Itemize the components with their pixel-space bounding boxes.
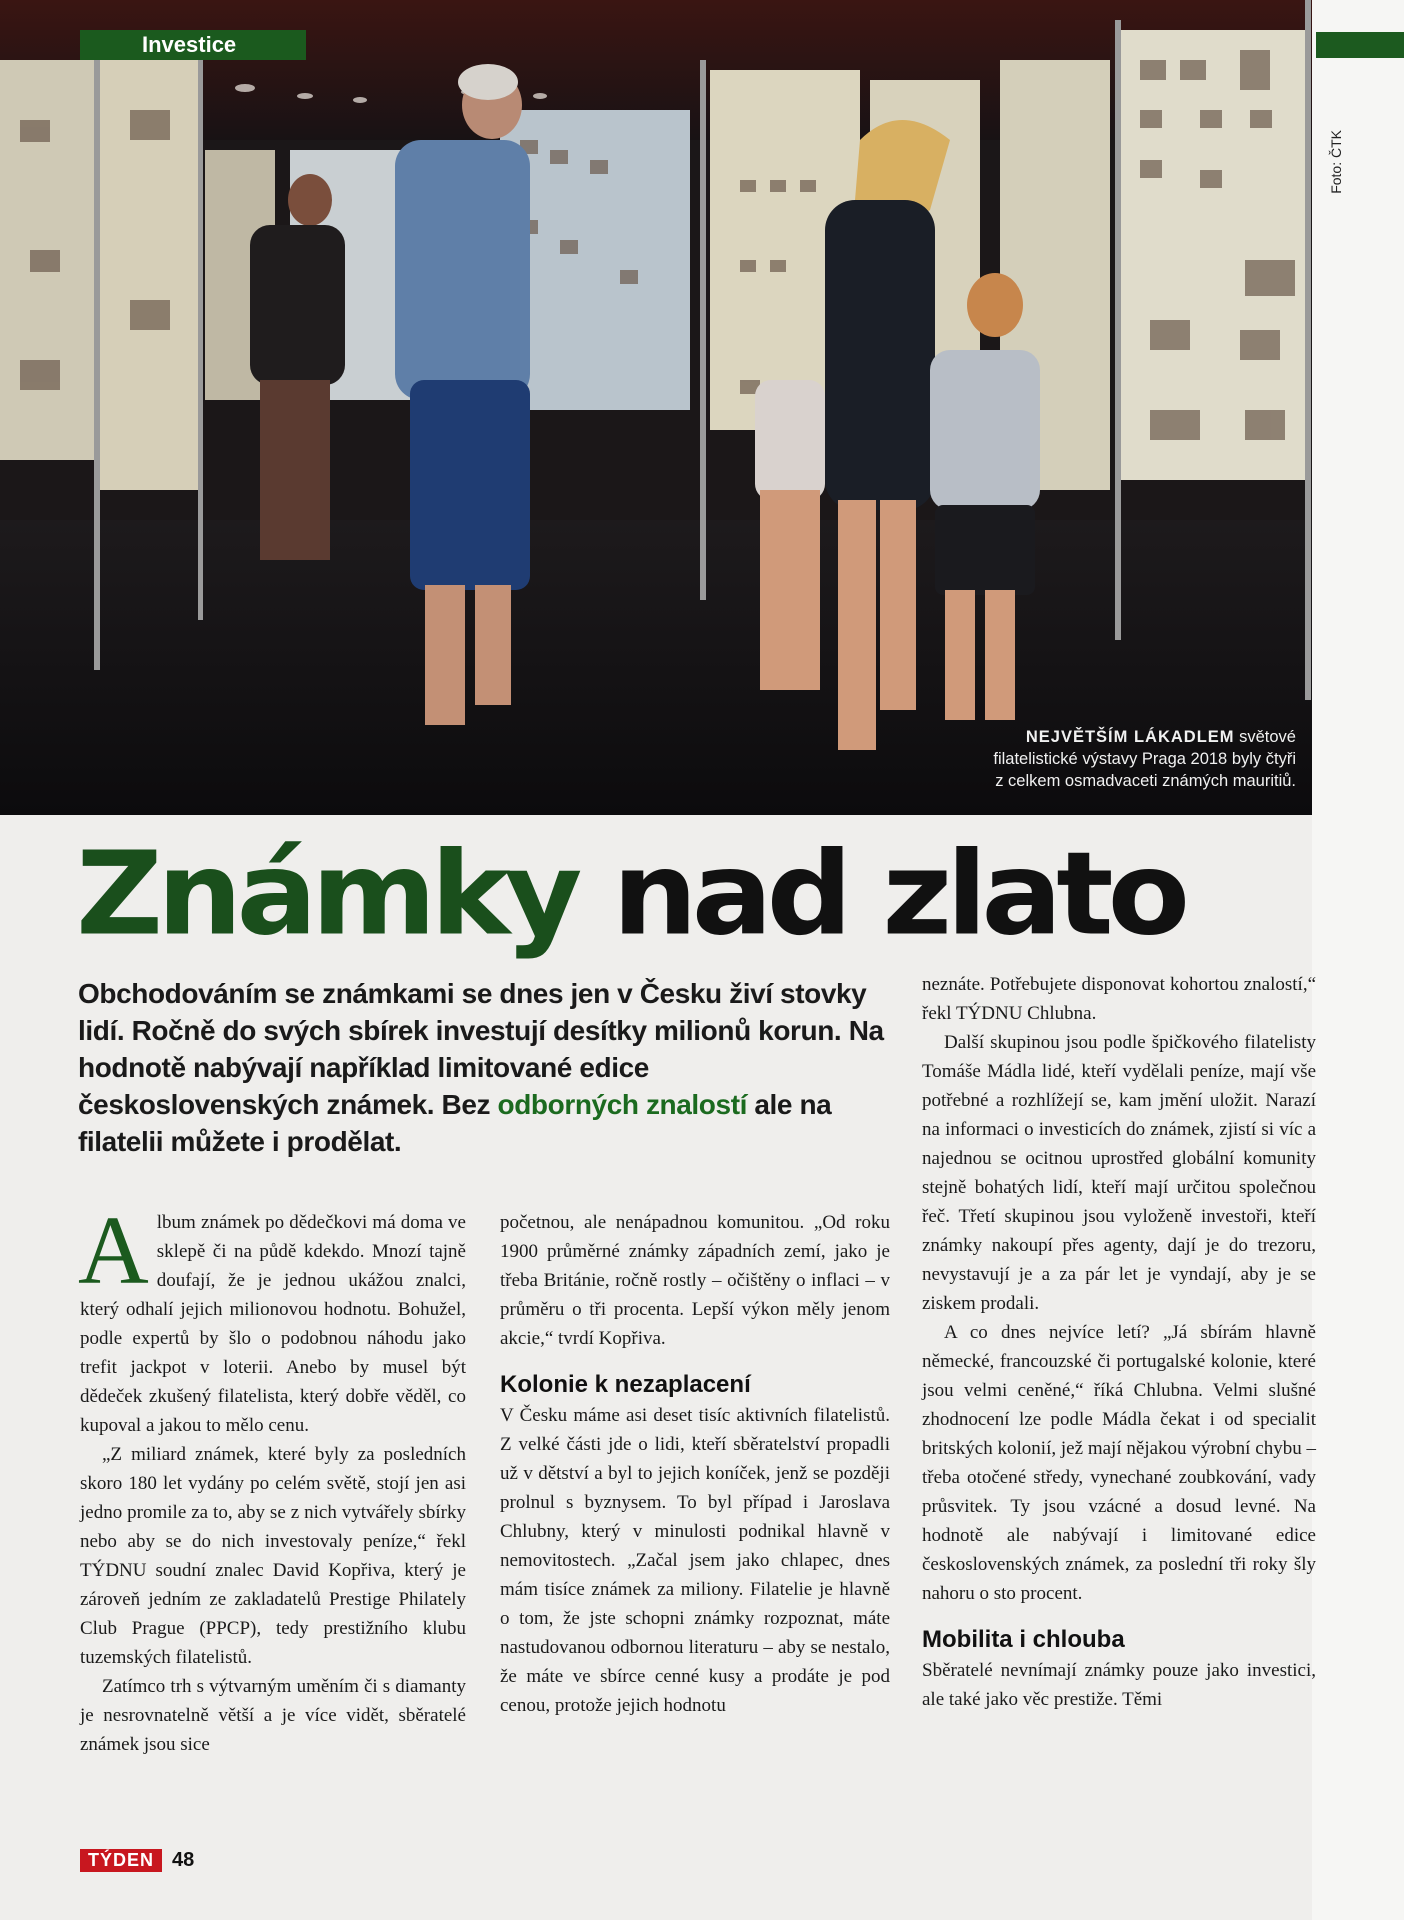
page-edge-strip bbox=[1312, 0, 1404, 1920]
headline-part1: Známky bbox=[76, 827, 577, 962]
page-number: 48 bbox=[172, 1849, 195, 1871]
paragraph bbox=[78, 1197, 466, 1440]
paragraph: „Z miliard známek, které byly za posledních skoro 180 let vydány po celém světě, stojí jen asi jedno promile za to, aby se z nich vytvářely sbírky nebo aby se do nich investovaly peníze,“ řekl TÝDNU soudní znalec David Kopřiva, který je zároveň jedním ze zakladatelů Prestige Philately Club Prague (PPCP), tedy prestižního klubu tuzemských filatelistů. bbox=[80, 1444, 466, 1668]
subheading: Mobilita i chlouba bbox=[922, 1626, 1125, 1653]
column-2 bbox=[500, 1208, 890, 1720]
paragraph: neznáte. Potřebujete disponovat kohortou znalostí,“ řekl TÝDNU Chlubna. bbox=[922, 974, 1316, 1024]
headline-part2: nad zlato bbox=[612, 827, 1185, 962]
lead-highlight: odborných znalostí bbox=[497, 1089, 747, 1120]
paragraph: Sběratelé nevnímají známky pouze jako investici, ale také jako věc prestiže. Těmi bbox=[922, 1660, 1316, 1710]
paragraph: V Česku máme asi deset tisíc aktivních filatelistů. Z velké části jde o lidi, kteří sběratelství propadli už v dětství a byl to jejich koníček, jenž se později prolnul s byznysem. To byl případ i Jaroslava Chlubny, který v minulosti podnikal hlavně v nemovitostech. „Začal jsem jako chlapec, dnes mám tisíce známek za miliony. Filatelie je hlavně o tom, že jste schopni známky rozpoznat, máte nastudovanou odbornou literaturu – aby se nestalo, že máte ve sbírce cenné kusy a prodáte je pod cenou, protože jejich hodnotu bbox=[500, 1405, 890, 1716]
magazine-logo: TÝDEN bbox=[80, 1849, 162, 1872]
subheading: Kolonie k nezaplacení bbox=[500, 1371, 751, 1398]
caption-lead: NEJVĚTŠÍM LÁKADLEM bbox=[1025, 728, 1235, 746]
paragraph: Další skupinou jsou podle špičkového filatelisty Tomáše Mádla lidé, kteří vydělali peníze, mají vše potřebné a rozhlížejí se, kam jmění uložit. Narazí na informaci o investicích do známek, zjistí si víc a najednou se ocitnou uprostřed globální komunity stejně bohatých lidí, kteří mají určitou společnou řeč. Třetí skupinou jsou vyloženě investoři, kteří známky nakoupí přes agenty, dají je do trezoru, nevystavují je a za pár let je vyndají, aby je se ziskem prodali. bbox=[922, 1032, 1316, 1314]
caption-line2: filatelistické výstavy Praga 2018 byly čtyři bbox=[993, 750, 1296, 768]
lead-tail: ale na filatelii můžete i prodělat. bbox=[78, 1089, 832, 1157]
column-3 bbox=[922, 970, 1316, 1714]
paragraph: Zatímco trh s výtvarným uměním či s diamanty je nesrovnatelně větší a je více vidět, sběratelé známek jsou sice bbox=[80, 1676, 466, 1755]
page-footer bbox=[80, 1849, 194, 1872]
paragraph: početnou, ale nenápadnou komunitou. „Od roku 1900 průměrné známky západních zemí, jako je třeba Británie, ročně rostly – očištěny o inflaci – v průměru o tři procenta. Lepší výkon měly jenom akcie,“ tvrdí Kopřiva. bbox=[500, 1212, 890, 1349]
section-color-tab bbox=[1316, 32, 1404, 58]
caption-line3: z celkem osmadvaceti známých mauritiů. bbox=[995, 772, 1296, 790]
caption-line1: světové bbox=[1239, 728, 1296, 746]
photo-credit: Foto: ČTK bbox=[1328, 130, 1344, 194]
lead-text: Obchodováním se známkami se dnes jen v Česku živí stovky lidí. Ročně do svých sbírek investují desítky milionů korun. Na hodnotě nabývají například limitované edice československých známek. Bez bbox=[78, 978, 884, 1120]
column-1 bbox=[78, 1197, 466, 1759]
article-lead bbox=[78, 975, 888, 1160]
paragraph-text: lbum známek po dědečkovi má doma ve sklepě či na půdě kdekdo. Mnozí tajně doufají, že je jednou ukážou znalci, který odhalí jejich milionovou hodnotu. Bohužel, podle expertů by šlo o podobnou náhodu jako trefit jackpot v loterii. Anebo by musel být dědeček zkušený filatelista, který dobře věděl, co kupoval a jakou to mělo cenu. bbox=[80, 1212, 466, 1436]
article-headline bbox=[76, 827, 1185, 962]
section-label: Investice bbox=[80, 30, 306, 60]
exhibition-photo bbox=[0, 0, 1312, 815]
paragraph: A co dnes nejvíce letí? „Já sbírám hlavně německé, francouzské či portugalské kolonie, které jsou velmi ceněné,“ říká Chlubna. Velmi slušné zhodnocení lze podle Mádla čekat i od specialit britských kolonií, jež mají nějakou výrobní chybu – třeba otočené středy, vynechané zoubkování, vady průsvitek. Ty jsou vzácné a dosud levné. Na hodnotě ale nabývají i limitované edice československých známek, za poslední tři roky šly nahoru o sto procent. bbox=[922, 1322, 1316, 1604]
dropcap: A bbox=[78, 1197, 149, 1305]
photo-caption bbox=[916, 726, 1296, 792]
